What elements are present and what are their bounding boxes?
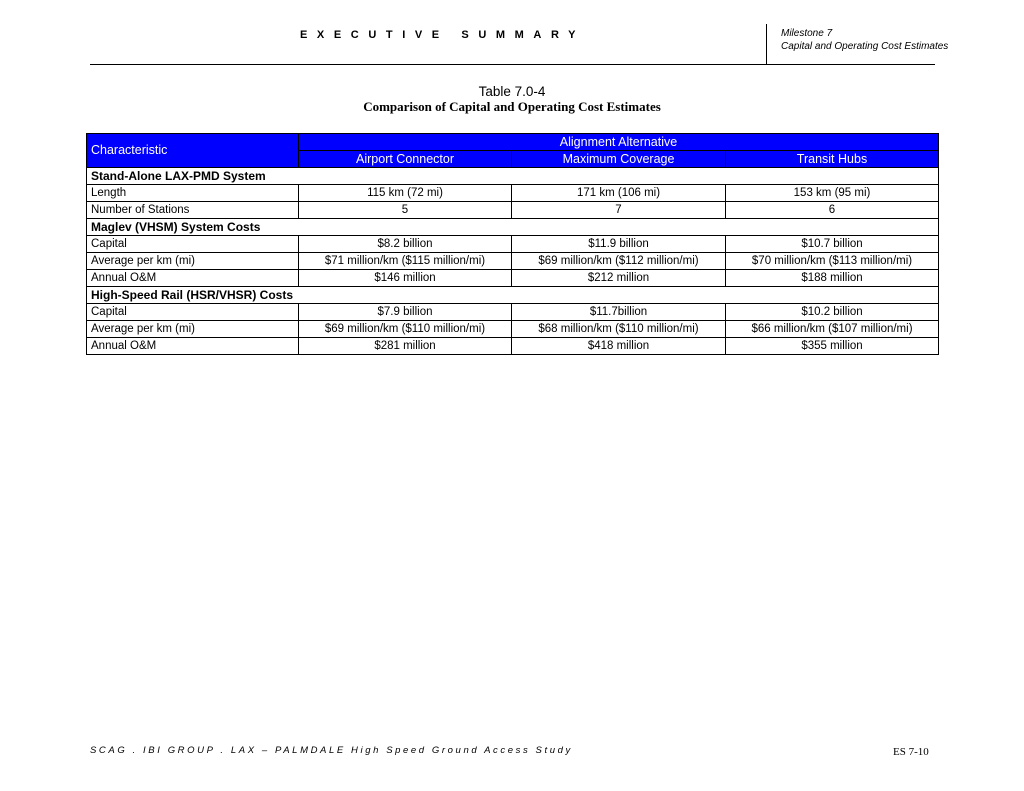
row-label: Number of Stations (87, 202, 299, 219)
row-label: Average per km (mi) (87, 253, 299, 270)
table-row (87, 304, 939, 321)
cell-value: $71 million/km ($115 million/mi) (299, 253, 512, 270)
table-row (87, 253, 939, 270)
row-label: Capital (87, 304, 299, 321)
cell-value: $11.7billion (512, 304, 726, 321)
footer-page-number: ES 7-10 (893, 746, 929, 758)
cell-value: 115 km (72 mi) (299, 185, 512, 202)
cell-value: 153 km (95 mi) (726, 185, 939, 202)
footer-study-title: SCAG . IBI GROUP . LAX – PALMDALE High Speed Ground Access Study (90, 745, 573, 756)
section-row (87, 168, 939, 185)
cell-value: $70 million/km ($113 million/mi) (726, 253, 939, 270)
section-title: High-Speed Rail (HSR/VHSR) Costs (87, 287, 939, 304)
cell-value: $7.9 billion (299, 304, 512, 321)
table-row (87, 338, 939, 355)
section-row (87, 287, 939, 304)
row-label: Annual O&M (87, 270, 299, 287)
column-header-maximum-coverage: Maximum Coverage (512, 151, 726, 168)
cell-value: $68 million/km ($110 million/mi) (512, 321, 726, 338)
header-title: EXECUTIVE SUMMARY (300, 29, 586, 41)
cell-value: 5 (299, 202, 512, 219)
cell-value: $281 million (299, 338, 512, 355)
cell-value: $355 million (726, 338, 939, 355)
table-row (87, 321, 939, 338)
header-rule (90, 64, 935, 65)
table-caption: Comparison of Capital and Operating Cost Estimates (363, 99, 661, 114)
row-label: Length (87, 185, 299, 202)
table-row (87, 202, 939, 219)
section-title: Stand-Alone LAX-PMD System (87, 168, 939, 185)
table-row (87, 185, 939, 202)
characteristic-header: Characteristic (87, 134, 299, 168)
cell-value: $66 million/km ($107 million/mi) (726, 321, 939, 338)
cell-value: 171 km (106 mi) (512, 185, 726, 202)
section-title: Maglev (VHSM) System Costs (87, 219, 939, 236)
header-milestone-block (781, 27, 948, 53)
table-header-row (87, 134, 939, 151)
row-label: Capital (87, 236, 299, 253)
table-row (87, 270, 939, 287)
column-header-airport-connector: Airport Connector (299, 151, 512, 168)
cell-value: $8.2 billion (299, 236, 512, 253)
row-label: Average per km (mi) (87, 321, 299, 338)
alignment-alternative-header: Alignment Alternative (299, 134, 939, 151)
header-milestone: Milestone 7 (781, 28, 833, 39)
cell-value: $188 million (726, 270, 939, 287)
section-row (87, 219, 939, 236)
cell-value: $10.2 billion (726, 304, 939, 321)
cell-value: 7 (512, 202, 726, 219)
header-subtitle: Capital and Operating Cost Estimates (781, 41, 949, 52)
column-header-transit-hubs: Transit Hubs (726, 151, 939, 168)
cell-value: $69 million/km ($110 million/mi) (299, 321, 512, 338)
cell-value: $11.9 billion (512, 236, 726, 253)
row-label: Annual O&M (87, 338, 299, 355)
header-divider (766, 24, 767, 64)
cell-value: $418 million (512, 338, 726, 355)
table-number: Table 7.0-4 (478, 84, 546, 99)
cell-value: 6 (726, 202, 939, 219)
table-row (87, 236, 939, 253)
cell-value: $69 million/km ($112 million/mi) (512, 253, 726, 270)
cell-value: $146 million (299, 270, 512, 287)
cost-comparison-table (86, 133, 939, 355)
cell-value: $10.7 billion (726, 236, 939, 253)
cell-value: $212 million (512, 270, 726, 287)
